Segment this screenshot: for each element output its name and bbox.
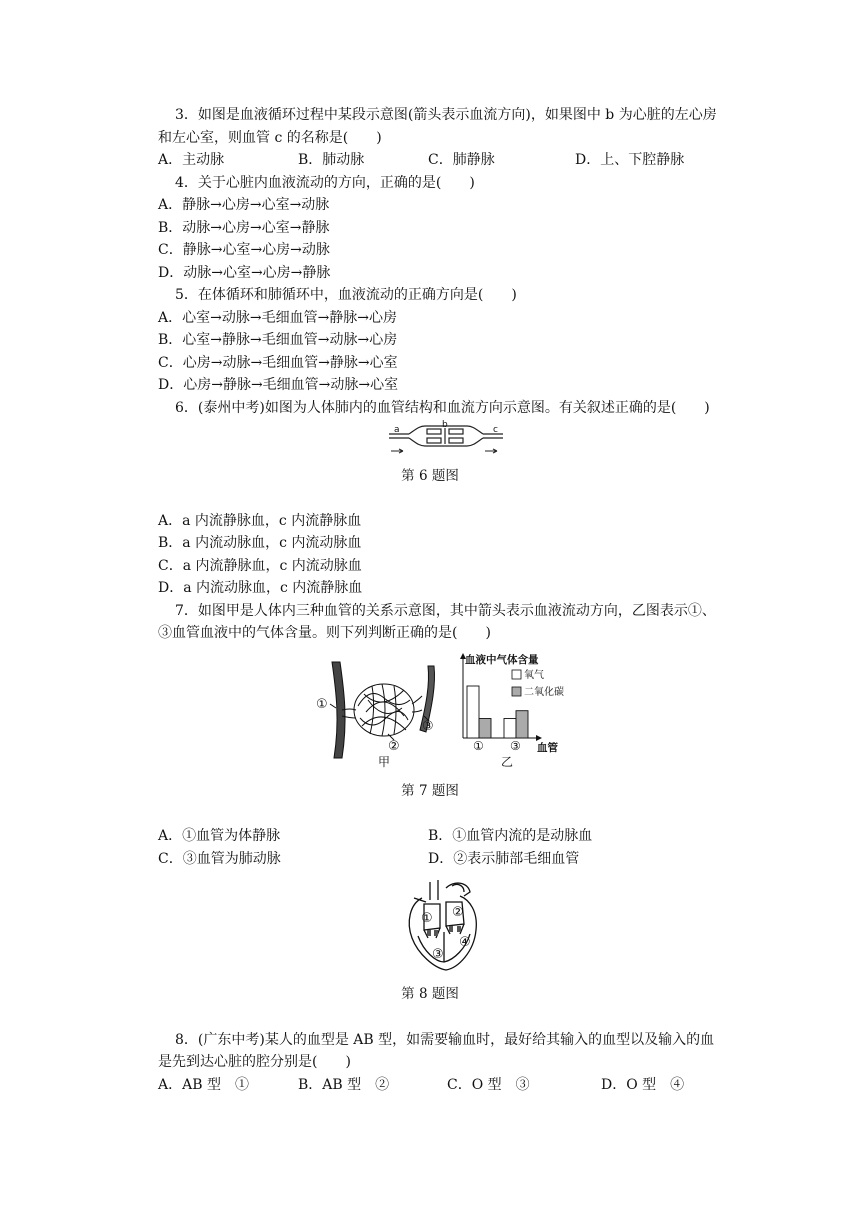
q5-option-b: B．心室→静脉→毛细血管→动脉→心房 — [158, 332, 398, 348]
q7-option-d: D．②表示肺部毛细血管 — [428, 851, 580, 867]
q4-option-a: A．静脉→心房→心室→动脉 — [158, 197, 330, 213]
chart-tick-label-2: ③ — [510, 739, 521, 753]
q5-option-c: C．心房→动脉→毛细血管→静脉→心室 — [158, 355, 398, 371]
q6-stem: 6．(泰州中考)如图为人体肺内的血管结构和血流方向示意图。有关叙述正确的是( ) — [175, 400, 710, 416]
q7-caption: 第 7 题图 — [401, 783, 459, 799]
q8-option-c: C．O 型 ③ — [447, 1077, 530, 1093]
legend-swatch-oxygen — [512, 670, 521, 679]
q3-option-d: D．上、下腔静脉 — [575, 152, 685, 168]
q8-option-a: A．AB 型 ① — [158, 1077, 249, 1093]
chart-title: 血液中气体含量 — [465, 654, 539, 666]
chart-xlabel: 血管 — [537, 742, 558, 754]
chart-bar-oxygen-2 — [504, 719, 516, 739]
q6-vessel-figure — [385, 420, 507, 456]
legend-swatch-co2 — [512, 687, 521, 696]
q7-fig-yi-chart — [455, 650, 575, 770]
q7-fig-jia — [312, 660, 452, 770]
q8-heart-marker-3: ③ — [432, 947, 444, 962]
q4-option-b: B．动脉→心房→心室→静脉 — [158, 220, 330, 236]
q4-option-c: C．静脉→心室→心房→动脉 — [158, 242, 330, 258]
q7-jia-label: 甲 — [378, 755, 391, 769]
q3-stem-line2: 和左心室，则血管 c 的名称是( ) — [158, 130, 382, 146]
chart-fig-label: 乙 — [501, 755, 514, 769]
q8-caption: 第 8 题图 — [401, 986, 459, 1002]
q6-caption: 第 6 题图 — [401, 468, 459, 484]
q8-option-d: D．O 型 ④ — [601, 1077, 685, 1093]
q8-stem-line1: 8．(广东中考)某人的血型是 AB 型，如需要输血时，最好给其输入的血型以及输入的血 — [175, 1032, 715, 1048]
q7-stem-line2: ③血管血液中的气体含量。则下列判断正确的是( ) — [158, 625, 491, 641]
q7-jia-marker-3: ③ — [422, 719, 434, 734]
q4-stem: 4．关于心脏内血液流动的方向，正确的是( ) — [175, 175, 475, 191]
q6-label-c: c — [493, 425, 498, 435]
q6-option-c: C．a 内流静脉血，c 内流动脉血 — [158, 558, 362, 574]
chart-tick-label-1: ① — [473, 739, 484, 753]
q7-stem-line1: 7．如图甲是人体内三种血管的关系示意图，其中箭头表示血液流动方向，乙图表示①、 — [175, 603, 716, 619]
chart-bar-oxygen-1 — [467, 686, 479, 738]
q3-stem-line1: 3．如图是血液循环过程中某段示意图(箭头表示血流方向)，如果图中 b 为心脏的左心房 — [175, 107, 717, 123]
q7-jia-marker-2: ② — [388, 739, 400, 754]
legend-label-oxygen: 氧气 — [524, 670, 544, 681]
q5-option-a: A．心室→动脉→毛细血管→静脉→心房 — [158, 310, 398, 326]
q6-label-b: b — [442, 420, 448, 430]
legend-label-co2: 二氧化碳 — [524, 687, 564, 698]
q8-heart-figure — [400, 878, 482, 974]
q5-stem: 5．在体循环和肺循环中，血液流动的正确方向是( ) — [175, 287, 517, 303]
q7-option-b: B．①血管内流的是动脉血 — [428, 828, 593, 844]
q6-option-a: A．a 内流静脉血，c 内流静脉血 — [158, 513, 362, 529]
q5-option-d: D．心房→静脉→毛细血管→动脉→心室 — [158, 377, 399, 393]
chart-bar-co2-2 — [516, 711, 528, 738]
q6-label-a: a — [394, 425, 400, 435]
q6-option-d: D．a 内流动脉血，c 内流静脉血 — [158, 580, 363, 596]
q4-option-d: D．动脉→心室→心房→静脉 — [158, 265, 331, 281]
q7-jia-marker-1: ① — [316, 697, 328, 712]
q7-option-a: A．①血管为体静脉 — [158, 828, 281, 844]
q8-heart-marker-1: ① — [421, 911, 433, 926]
chart-bar-co2-1 — [479, 719, 491, 739]
q7-option-c: C．③血管为肺动脉 — [158, 851, 281, 867]
q8-heart-marker-2: ② — [452, 905, 464, 920]
q8-heart-marker-4: ④ — [459, 935, 471, 950]
q6-option-b: B．a 内流动脉血，c 内流动脉血 — [158, 535, 362, 551]
q8-stem-line2: 是先到达心脏的腔分别是( ) — [158, 1054, 351, 1070]
q3-option-b: B．肺动脉 — [298, 152, 365, 168]
q3-option-a: A．主动脉 — [158, 152, 225, 168]
q3-option-c: C．肺静脉 — [428, 152, 495, 168]
q8-option-b: B．AB 型 ② — [298, 1077, 390, 1093]
